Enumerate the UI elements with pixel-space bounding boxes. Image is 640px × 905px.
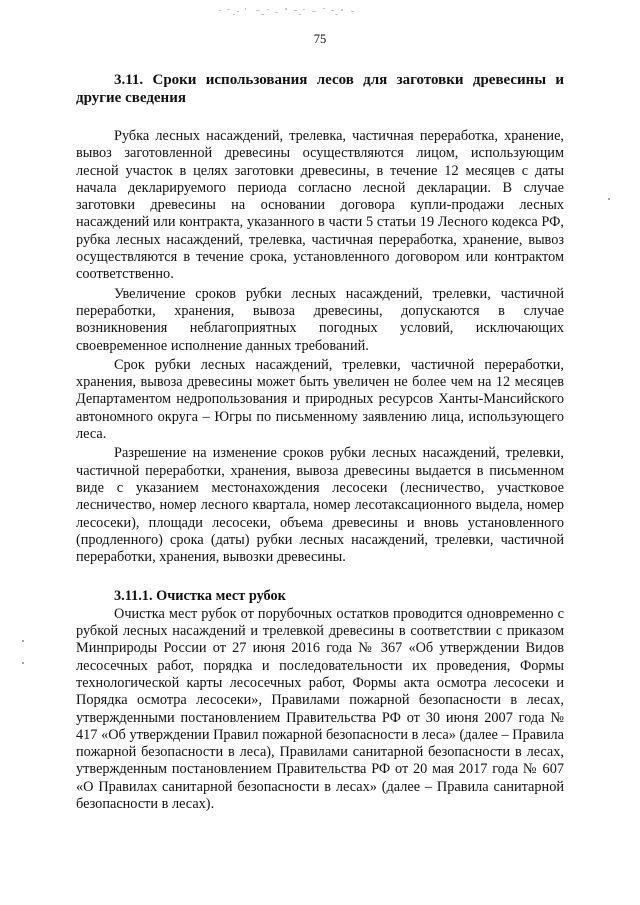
paragraph-period-extension: Увеличение сроков рубки лесных насаждений, трелевки, частичной переработки, хранения, вывоза древесины, допускаются в случае возникновения неблагоприятных погодных условий, исключающих своевременное исполнение данных требований. bbox=[76, 285, 564, 354]
paragraph-logging-period: Рубка лесных насаждений, трелевка, частичная переработка, хранение, вывоз заготовленной древесины осуществляются лицом, использующим лесной участок в целях заготовки древесины, в течение 12 месяцев с даты начала декларируемого периода согласно лесной декларации. В случае заготовки древесины на основании договора купли-продажи лесных насаждений или контракта, указанного в части 5 статьи 19 Лесного кодекса РФ, рубка лесных насаждений, трелевка, частичная переработка, хранение, вывоз осуществляются в течение срока, установленного договором или контрактом соответственно. bbox=[76, 128, 564, 283]
scan-noise-artifact bbox=[215, 4, 365, 18]
document-body bbox=[76, 72, 564, 813]
paragraph-site-cleanup: Очистка мест рубок от порубочных остатков проводится одновременно с рубкой лесных насаждений и трелевкой древесины в соответствии с приказом Минприроды России от 27 июня 2016 года № 367 «Об утверждении Видов лесосечных работ, порядка и последовательности их проведения, Формы технологической карты лесосечных работ, Формы акта осмотра лесосеки и Порядка осмотра лесосеки», Правилами пожарной безопасности в лесах, утвержденными постановлением Правительства РФ от 30 июня 2007 года № 417 «Об утверждении Правил пожарной безопасности в леса» (далее – Правила пожарной безопасности в леса), Правилами санитарной безопасности в лесах, утвержденным постановлением Правительства РФ от 20 мая 2017 года № 607 «О Правилах санитарной безопасности в лесах» (далее – Правила санитарной безопасности в лесах). bbox=[76, 605, 564, 812]
section-heading: 3.11. Сроки использования лесов для заготовки древесины и другие сведения bbox=[76, 72, 564, 106]
margin-speck bbox=[22, 662, 24, 664]
margin-speck bbox=[608, 198, 610, 200]
margin-speck bbox=[22, 640, 24, 642]
paragraph-extension-limit: Срок рубки лесных насаждений, трелевки, частичной переработки, хранения, вывоза древесины может быть увеличен не более чем на 12 месяцев Департаментом недропользования и природных ресурсов Ханты-Мансийского автономного округа – Югры по письменному заявлению лица, использующего леса. bbox=[76, 356, 564, 443]
paragraph-extension-permit: Разрешение на изменение сроков рубки лесных насаждений, трелевки, частичной переработки, хранения, вывоза древесины выдается в письменном виде с указанием местонахождения лесосеки (лесничество, участковое лесничество, номер лесного квартала, номер лесотаксационного выдела, номер лесосеки), площади лесосеки, объема древесины и вновь установленного (продленного) срока (даты) рубки лесных насаждений, трелевки, частичной переработки, хранения, вывозки древесины. bbox=[76, 445, 564, 566]
page-number: 75 bbox=[313, 32, 327, 46]
subsection-heading: 3.11.1. Очистка мест рубок bbox=[114, 588, 286, 605]
